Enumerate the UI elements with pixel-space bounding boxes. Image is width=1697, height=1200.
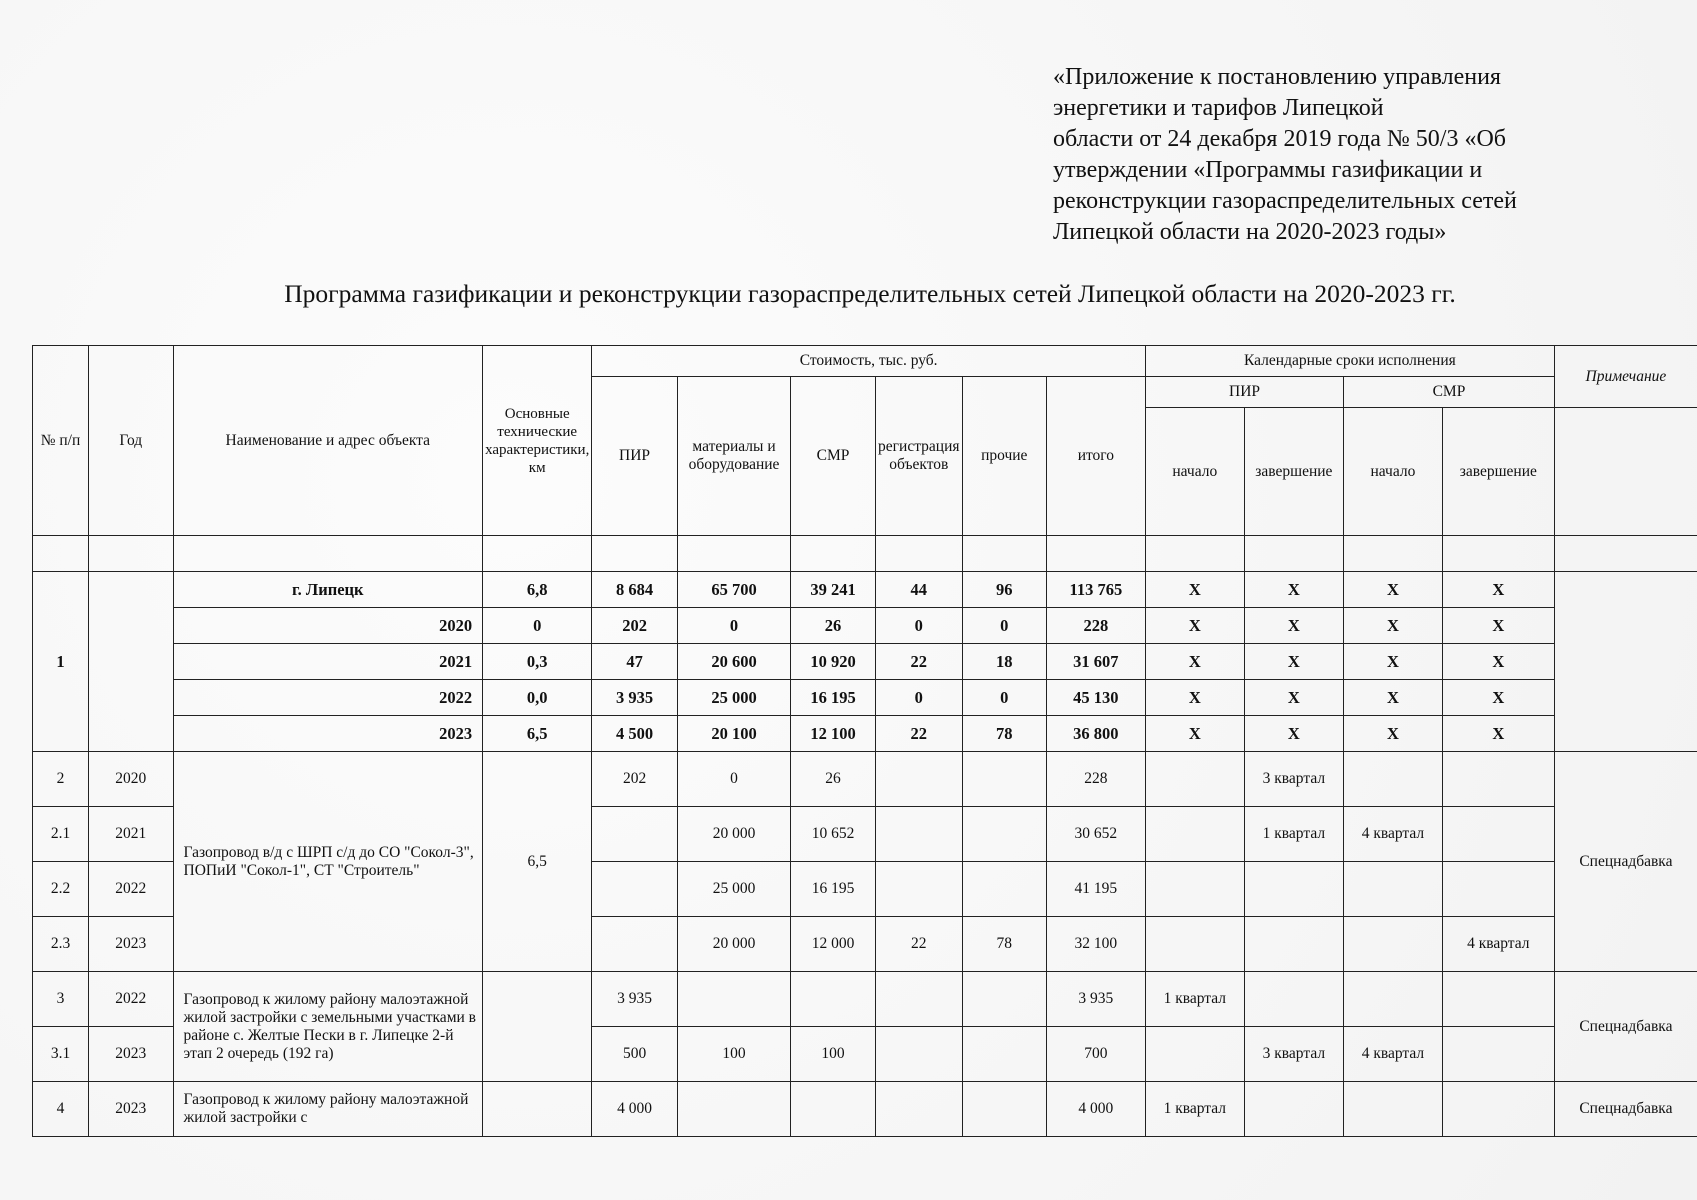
cell-total: 32 100 xyxy=(1046,917,1145,972)
cell-registration: 0 xyxy=(875,608,962,644)
cell-total: 228 xyxy=(1046,608,1145,644)
cell-pir-start xyxy=(1145,807,1244,862)
cell-pir: 8 684 xyxy=(592,572,677,608)
cell-smr-start: 4 квартал xyxy=(1344,807,1443,862)
cell-pir-start: X xyxy=(1145,716,1244,752)
row-num: 2.1 xyxy=(33,807,89,862)
cell-smr-end: X xyxy=(1442,680,1554,716)
cell-pir: 500 xyxy=(592,1027,677,1082)
cell-registration xyxy=(875,752,962,807)
row-num: 2 xyxy=(33,752,89,807)
cell-materials: 20 100 xyxy=(677,716,790,752)
table-row xyxy=(33,608,1697,644)
cell-smr-end xyxy=(1442,1082,1554,1137)
cell-km xyxy=(483,972,592,1082)
cell-smr: 12 000 xyxy=(791,917,876,972)
cell-pir-end xyxy=(1244,917,1343,972)
cell-pir: 202 xyxy=(592,608,677,644)
row-year-label: 2023 xyxy=(173,716,483,752)
header-tech: Основные технические характеристики, км xyxy=(483,346,592,536)
cell-pir-end: 3 квартал xyxy=(1244,1027,1343,1082)
cell-materials xyxy=(677,972,790,1027)
cell-pir-start: 1 квартал xyxy=(1145,1082,1244,1137)
table-cell xyxy=(1046,536,1145,572)
cell-other: 78 xyxy=(962,917,1046,972)
cell-pir-start xyxy=(1145,917,1244,972)
table-cell xyxy=(677,536,790,572)
table-cell xyxy=(592,536,677,572)
cell-km xyxy=(483,1082,592,1137)
row-year-label: 2022 xyxy=(173,680,483,716)
cell-materials: 25 000 xyxy=(677,862,790,917)
object-name: Газопровод к жилому району малоэтажной жилой застройки с земельными участками в районе с. Желтые Пески в г. Липецке 2-й этап 2 очередь (192 га) xyxy=(173,972,483,1082)
cell-pir-end: 3 квартал xyxy=(1244,752,1343,807)
row-year-label: 2021 xyxy=(173,644,483,680)
document-title: Программа газификации и реконструкции газораспределительных сетей Липецкой области на 2020-2023 гг. xyxy=(284,279,1456,308)
cell-pir: 4 500 xyxy=(592,716,677,752)
cell-pir-end xyxy=(1244,972,1343,1027)
cell-smr: 16 195 xyxy=(791,680,876,716)
header-year: Год xyxy=(89,346,173,536)
row-year: 2023 xyxy=(89,1027,173,1082)
cell-pir-end: X xyxy=(1244,608,1343,644)
object-name: Газопровод к жилому району малоэтажной жилой застройки с xyxy=(173,1082,483,1137)
table-cell xyxy=(483,536,592,572)
cell-pir xyxy=(592,862,677,917)
cell-note xyxy=(1554,572,1697,752)
cell-total: 41 195 xyxy=(1046,862,1145,917)
cell-registration xyxy=(875,972,962,1027)
table-cell xyxy=(33,536,89,572)
row-year: 2023 xyxy=(89,917,173,972)
header-registration: регистрация объектов xyxy=(875,377,962,536)
cell-pir-end xyxy=(1244,1082,1343,1137)
table-row xyxy=(33,644,1697,680)
header-smr-end: завершение xyxy=(1442,408,1554,536)
table-cell xyxy=(89,536,173,572)
table-cell xyxy=(1344,536,1443,572)
appendix-line: Липецкой области на 2020-2023 годы» xyxy=(1053,219,1447,245)
cell-other xyxy=(962,807,1046,862)
cell-smr-end: X xyxy=(1442,644,1554,680)
cell-smr: 12 100 xyxy=(791,716,876,752)
object-name: г. Липецк xyxy=(173,572,483,608)
cell-smr-end: X xyxy=(1442,716,1554,752)
header-total: итого xyxy=(1046,377,1145,536)
cell-pir-end: X xyxy=(1244,572,1343,608)
cell-pir-start: 1 квартал xyxy=(1145,972,1244,1027)
cell-smr-start xyxy=(1344,972,1443,1027)
cell-pir-start: X xyxy=(1145,608,1244,644)
header-smr-start: начало xyxy=(1344,408,1443,536)
cell-pir-end: X xyxy=(1244,680,1343,716)
header-note-cell xyxy=(1554,408,1697,536)
cell-total: 30 652 xyxy=(1046,807,1145,862)
appendix-line: «Приложение к постановлению управления xyxy=(1053,64,1501,90)
header-num: № п/п xyxy=(33,346,89,536)
cell-km: 6,5 xyxy=(483,752,592,972)
cell-materials: 0 xyxy=(677,608,790,644)
cell-pir: 47 xyxy=(592,644,677,680)
cell-materials: 0 xyxy=(677,752,790,807)
header-sched-smr: СМР xyxy=(1344,377,1555,408)
cell-smr: 10 652 xyxy=(791,807,876,862)
cell-materials: 25 000 xyxy=(677,680,790,716)
table-cell xyxy=(1554,536,1697,572)
header-materials: материалы и оборудование xyxy=(677,377,790,536)
header-schedule-group: Календарные сроки исполнения xyxy=(1145,346,1554,377)
cell-other: 96 xyxy=(962,572,1046,608)
appendix-line: энергетики и тарифов Липецкой xyxy=(1053,95,1384,121)
cell-pir-start: X xyxy=(1145,680,1244,716)
cell-pir xyxy=(592,917,677,972)
cell-materials: 20 000 xyxy=(677,807,790,862)
cell-smr: 100 xyxy=(791,1027,876,1082)
cell-smr-end xyxy=(1442,862,1554,917)
row-year-label: 2020 xyxy=(173,608,483,644)
table-cell xyxy=(1244,536,1343,572)
row-year: 2022 xyxy=(89,862,173,917)
table-cell xyxy=(1145,536,1244,572)
cell-smr-start: 4 квартал xyxy=(1344,1027,1443,1082)
cell-total: 4 000 xyxy=(1046,1082,1145,1137)
cell-materials xyxy=(677,1082,790,1137)
header-smr: СМР xyxy=(791,377,876,536)
table-row xyxy=(33,716,1697,752)
cell-registration: 22 xyxy=(875,644,962,680)
cell-total: 31 607 xyxy=(1046,644,1145,680)
cell-other xyxy=(962,752,1046,807)
cell-smr-start xyxy=(1344,917,1443,972)
cell-other xyxy=(962,1027,1046,1082)
row-year xyxy=(89,572,173,752)
appendix-line: реконструкции газораспределительных сетей xyxy=(1053,188,1517,214)
cell-registration: 22 xyxy=(875,716,962,752)
row-year: 2020 xyxy=(89,752,173,807)
cell-total: 700 xyxy=(1046,1027,1145,1082)
cell-smr-end: 4 квартал xyxy=(1442,917,1554,972)
header-row xyxy=(33,346,1697,377)
cell-smr-start: X xyxy=(1344,644,1443,680)
cell-other xyxy=(962,1082,1046,1137)
cell-smr-start xyxy=(1344,1082,1443,1137)
cell-total: 113 765 xyxy=(1046,572,1145,608)
cell-registration xyxy=(875,1082,962,1137)
cell-smr-end xyxy=(1442,807,1554,862)
cell-smr-start: X xyxy=(1344,680,1443,716)
header-cost-group: Стоимость, тыс. руб. xyxy=(592,346,1146,377)
cell-smr-start: X xyxy=(1344,608,1443,644)
cell-smr xyxy=(791,1082,876,1137)
cell-total: 36 800 xyxy=(1046,716,1145,752)
cell-registration: 22 xyxy=(875,917,962,972)
cell-materials: 100 xyxy=(677,1027,790,1082)
cell-smr-end: X xyxy=(1442,572,1554,608)
cell-pir-end: X xyxy=(1244,644,1343,680)
cell-other: 0 xyxy=(962,608,1046,644)
cell-registration: 44 xyxy=(875,572,962,608)
cell-km: 6,8 xyxy=(483,572,592,608)
header-sched-pir: ПИР xyxy=(1145,377,1343,408)
table-row xyxy=(33,752,1697,807)
table-cell xyxy=(875,536,962,572)
cell-total: 3 935 xyxy=(1046,972,1145,1027)
cell-km: 6,5 xyxy=(483,716,592,752)
cell-note: Спецнадбавка xyxy=(1554,752,1697,972)
object-name: Газопровод в/д с ШРП с/д до СО "Сокол-3", ПОПиИ "Сокол-1", СТ "Строитель" xyxy=(173,752,483,972)
row-num: 2.3 xyxy=(33,917,89,972)
cell-smr-start: X xyxy=(1344,572,1443,608)
cell-km: 0 xyxy=(483,608,592,644)
table-cell xyxy=(173,536,483,572)
cell-smr-end xyxy=(1442,972,1554,1027)
cell-pir-end xyxy=(1244,862,1343,917)
cell-pir-end: X xyxy=(1244,716,1343,752)
appendix-line: утверждении «Программы газификации и xyxy=(1053,157,1483,183)
cell-pir: 3 935 xyxy=(592,972,677,1027)
cell-smr xyxy=(791,972,876,1027)
cell-smr: 10 920 xyxy=(791,644,876,680)
row-num: 1 xyxy=(33,572,89,752)
table-cell xyxy=(1442,536,1554,572)
cell-km: 0,3 xyxy=(483,644,592,680)
row-year: 2023 xyxy=(89,1082,173,1137)
appendix-line: области от 24 декабря 2019 года № 50/3 «Об xyxy=(1053,126,1506,152)
table-cell xyxy=(791,536,876,572)
cell-smr: 39 241 xyxy=(791,572,876,608)
header-name: Наименование и адрес объекта xyxy=(173,346,483,536)
appendix-reference xyxy=(1053,62,1613,248)
cell-registration xyxy=(875,862,962,917)
cell-materials: 20 600 xyxy=(677,644,790,680)
cell-pir-start xyxy=(1145,1027,1244,1082)
table-row xyxy=(33,972,1697,1027)
row-year: 2022 xyxy=(89,972,173,1027)
cell-other xyxy=(962,972,1046,1027)
row-num: 3 xyxy=(33,972,89,1027)
cell-smr-start: X xyxy=(1344,716,1443,752)
cell-smr-start xyxy=(1344,752,1443,807)
table-row xyxy=(33,572,1697,608)
cell-total: 45 130 xyxy=(1046,680,1145,716)
cell-pir xyxy=(592,807,677,862)
row-year: 2021 xyxy=(89,807,173,862)
cell-registration xyxy=(875,1027,962,1082)
cell-pir-start: X xyxy=(1145,572,1244,608)
cell-pir: 4 000 xyxy=(592,1082,677,1137)
cell-smr: 16 195 xyxy=(791,862,876,917)
header-other: прочие xyxy=(962,377,1046,536)
header-pir-end: завершение xyxy=(1244,408,1343,536)
spacer-row xyxy=(33,536,1697,572)
cell-other xyxy=(962,862,1046,917)
cell-km: 0,0 xyxy=(483,680,592,716)
header-pir: ПИР xyxy=(592,377,677,536)
row-num: 4 xyxy=(33,1082,89,1137)
cell-registration xyxy=(875,807,962,862)
table-cell xyxy=(962,536,1046,572)
cell-registration: 0 xyxy=(875,680,962,716)
cell-smr-start xyxy=(1344,862,1443,917)
cell-materials: 20 000 xyxy=(677,917,790,972)
row-num: 2.2 xyxy=(33,862,89,917)
table-row xyxy=(33,680,1697,716)
cell-pir: 202 xyxy=(592,752,677,807)
cell-total: 228 xyxy=(1046,752,1145,807)
cell-other: 18 xyxy=(962,644,1046,680)
cell-pir-start xyxy=(1145,862,1244,917)
header-note: Примечание xyxy=(1554,346,1697,408)
row-num: 3.1 xyxy=(33,1027,89,1082)
cell-note: Спецнадбавка xyxy=(1554,1082,1697,1137)
header-pir-start: начало xyxy=(1145,408,1244,536)
program-table xyxy=(32,345,1697,1137)
cell-pir-start: X xyxy=(1145,644,1244,680)
cell-other: 78 xyxy=(962,716,1046,752)
cell-smr-end: X xyxy=(1442,608,1554,644)
cell-pir: 3 935 xyxy=(592,680,677,716)
table-row xyxy=(33,1082,1697,1137)
cell-smr-end xyxy=(1442,752,1554,807)
cell-pir-end: 1 квартал xyxy=(1244,807,1343,862)
cell-other: 0 xyxy=(962,680,1046,716)
cell-note: Спецнадбавка xyxy=(1554,972,1697,1082)
cell-smr-end xyxy=(1442,1027,1554,1082)
cell-smr: 26 xyxy=(791,608,876,644)
cell-pir-start xyxy=(1145,752,1244,807)
cell-materials: 65 700 xyxy=(677,572,790,608)
cell-smr: 26 xyxy=(791,752,876,807)
